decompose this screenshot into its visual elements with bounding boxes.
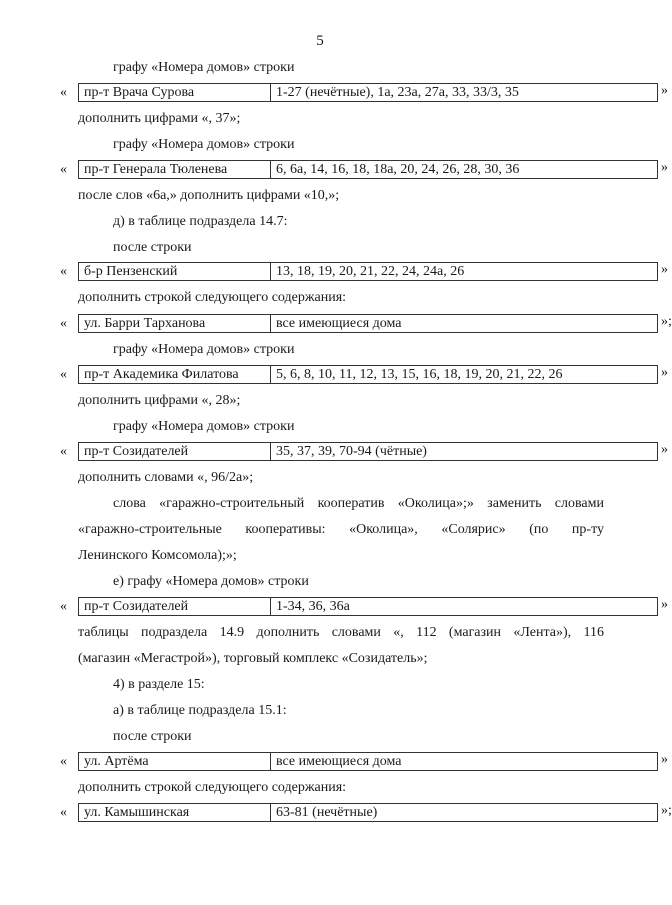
close-quote: » [661, 365, 668, 380]
paragraph-line: графу «Номера домов» строки [113, 137, 295, 152]
open-quote: « [60, 264, 67, 279]
paragraph-line: дополнить строкой следующего содержания: [78, 290, 347, 305]
open-quote: « [60, 599, 67, 614]
table-row-box [78, 365, 658, 384]
paragraph-line: а) в таблице подраздела 15.1: [113, 703, 287, 718]
table-row-box [78, 597, 658, 616]
paragraph-line: е) графу «Номера домов» строки [113, 574, 309, 589]
paragraph-line: после строки [113, 729, 192, 744]
houses-cell: 35, 37, 39, 70-94 (чётные) [276, 444, 427, 459]
table-row [60, 803, 672, 825]
paragraph-line: графу «Номера домов» строки [113, 419, 295, 434]
paragraph-line: слова «гаражно-строительный кооператив «Околица»;» заменить словами [113, 496, 604, 511]
open-quote: « [60, 754, 67, 769]
houses-cell: все имеющиеся дома [276, 316, 402, 331]
table-row [60, 314, 672, 336]
table-row-box [78, 83, 658, 102]
paragraph-line: графу «Номера домов» строки [113, 342, 295, 357]
street-cell: б-р Пензенский [79, 263, 271, 280]
table-row [60, 365, 668, 387]
paragraph-line: таблицы подраздела 14.9 дополнить словами «, 112 (магазин «Лента»), 116 [78, 625, 604, 640]
table-row-box [78, 262, 658, 281]
paragraph-line: дополнить цифрами «, 37»; [78, 111, 241, 126]
paragraph-line: (магазин «Мегастрой»), торговый комплекс «Созидатель»; [78, 651, 428, 666]
close-quote: » [661, 597, 668, 612]
table-row-box [78, 803, 658, 822]
table-row [60, 262, 668, 284]
table-row-box [78, 442, 658, 461]
paragraph-line: дополнить цифрами «, 28»; [78, 393, 241, 408]
open-quote: « [60, 444, 67, 459]
table-row [60, 752, 668, 774]
close-quote: »; [661, 314, 672, 329]
street-cell: пр-т Созидателей [79, 598, 271, 615]
table-row [60, 160, 668, 182]
paragraph-line: дополнить словами «, 96/2а»; [78, 470, 254, 485]
open-quote: « [60, 85, 67, 100]
street-cell: ул. Барри Тарханова [79, 315, 271, 332]
close-quote: » [661, 83, 668, 98]
open-quote: « [60, 162, 67, 177]
close-quote: » [661, 262, 668, 277]
street-cell: пр-т Созидателей [79, 443, 271, 460]
page-number: 5 [316, 33, 324, 49]
houses-cell: 1-27 (нечётные), 1а, 23а, 27а, 33, 33/3, 35 [276, 85, 519, 100]
paragraph-line: 4) в разделе 15: [113, 677, 205, 692]
paragraph-line: «гаражно-строительные кооперативы: «Околица», «Солярис» (по пр-ту [78, 522, 604, 537]
open-quote: « [60, 316, 67, 331]
street-cell: пр-т Врача Сурова [79, 84, 271, 101]
close-quote: » [661, 752, 668, 767]
open-quote: « [60, 367, 67, 382]
table-row-box [78, 314, 658, 333]
houses-cell: 13, 18, 19, 20, 21, 22, 24, 24а, 26 [276, 264, 465, 279]
houses-cell: 6, 6а, 14, 16, 18, 18а, 20, 24, 26, 28, 30, 36 [276, 162, 520, 177]
houses-cell: 63-81 (нечётные) [276, 805, 378, 820]
street-cell: ул. Камышинская [79, 804, 271, 821]
table-row [60, 442, 668, 464]
street-cell: ул. Артёма [79, 753, 271, 770]
open-quote: « [60, 805, 67, 820]
table-row-box [78, 160, 658, 179]
table-row [60, 83, 668, 105]
close-quote: » [661, 160, 668, 175]
paragraph-line: после слов «6а,» дополнить цифрами «10,»; [78, 188, 340, 203]
street-cell: пр-т Генерала Тюленева [79, 161, 271, 178]
paragraph-line: дополнить строкой следующего содержания: [78, 780, 347, 795]
paragraph-line: после строки [113, 240, 192, 255]
table-row [60, 597, 668, 619]
paragraph-line: Ленинского Комсомола);»; [78, 548, 237, 563]
close-quote: » [661, 442, 668, 457]
houses-cell: все имеющиеся дома [276, 754, 402, 769]
table-row-box [78, 752, 658, 771]
close-quote: »; [661, 803, 672, 818]
street-cell: пр-т Академика Филатова [79, 366, 271, 383]
paragraph-line: графу «Номера домов» строки [113, 60, 295, 75]
paragraph-line: д) в таблице подраздела 14.7: [113, 214, 288, 229]
houses-cell: 1-34, 36, 36а [276, 599, 350, 614]
houses-cell: 5, 6, 8, 10, 11, 12, 13, 15, 16, 18, 19, 20, 21, 22, 26 [276, 367, 563, 382]
